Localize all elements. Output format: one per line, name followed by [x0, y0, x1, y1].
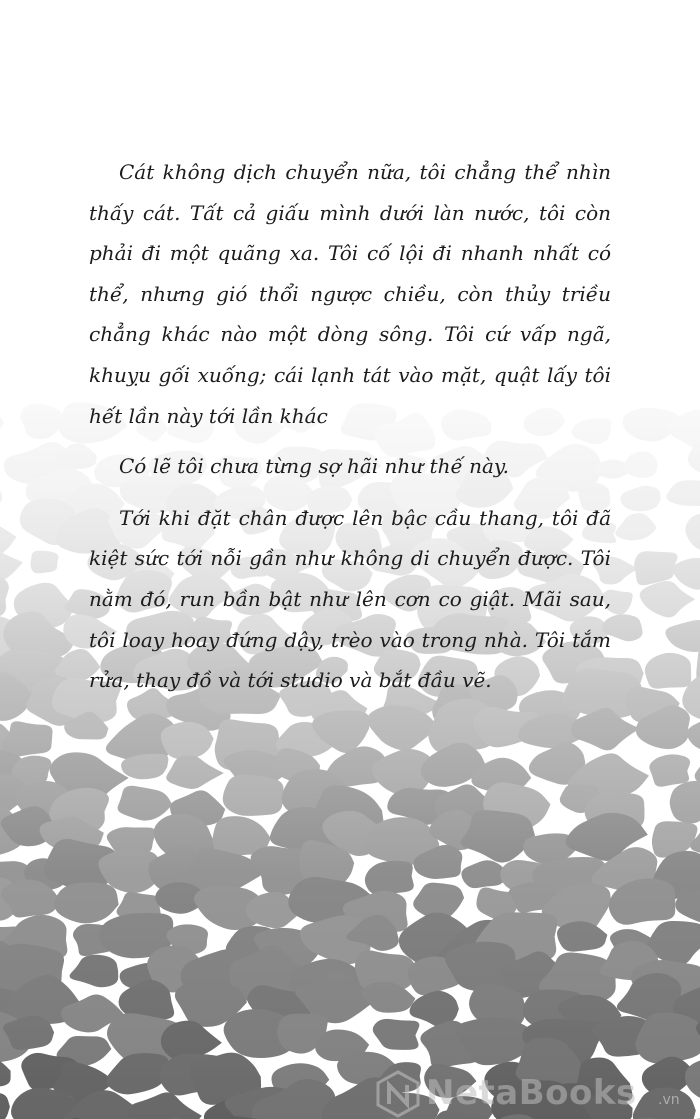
- water-patch: [649, 754, 690, 786]
- water-patch: [30, 551, 58, 574]
- watermark-name: NetaBooks: [426, 1073, 637, 1113]
- paragraph: Tới khi đặt chân được lên bậc cầu thang, tôi đã kiệt sức tới nỗi gần như không di chuyển được. Tôi nằm đó, run bần bật như lên cơn co giật. Mãi sau, tôi loay hoay đứng dậy, trèo vào trong nhà. Tôi tắm rửa, thay đồ và tới studio và bắt đầu vẽ.: [89, 505, 611, 693]
- watermark-suffix: .vn: [658, 1092, 680, 1108]
- neta-logo-icon: [374, 1070, 422, 1118]
- netabooks-watermark: [374, 1068, 700, 1118]
- water-patch: [223, 775, 284, 816]
- paragraph: Có lẽ tôi chưa từng sợ hãi như thế này.: [119, 454, 509, 479]
- story-text: [89, 152, 611, 701]
- paragraph: Cát không dịch chuyển nữa, tôi chẳng thể nhìn thấy cát. Tất cả giấu mình dưới làn nước, tôi còn phải đi một quãng xa. Tôi cố lội đi nhanh nhất có thể, nhưng gió thổi ngược chiều, còn thủy triều chẳng khác nào một dòng sông. Tôi cứ vấp ngã, khuỵu gối xuống; cái lạnh tát vào mặt, quật lấy tôi hết lần này tới lần khác: [89, 160, 611, 428]
